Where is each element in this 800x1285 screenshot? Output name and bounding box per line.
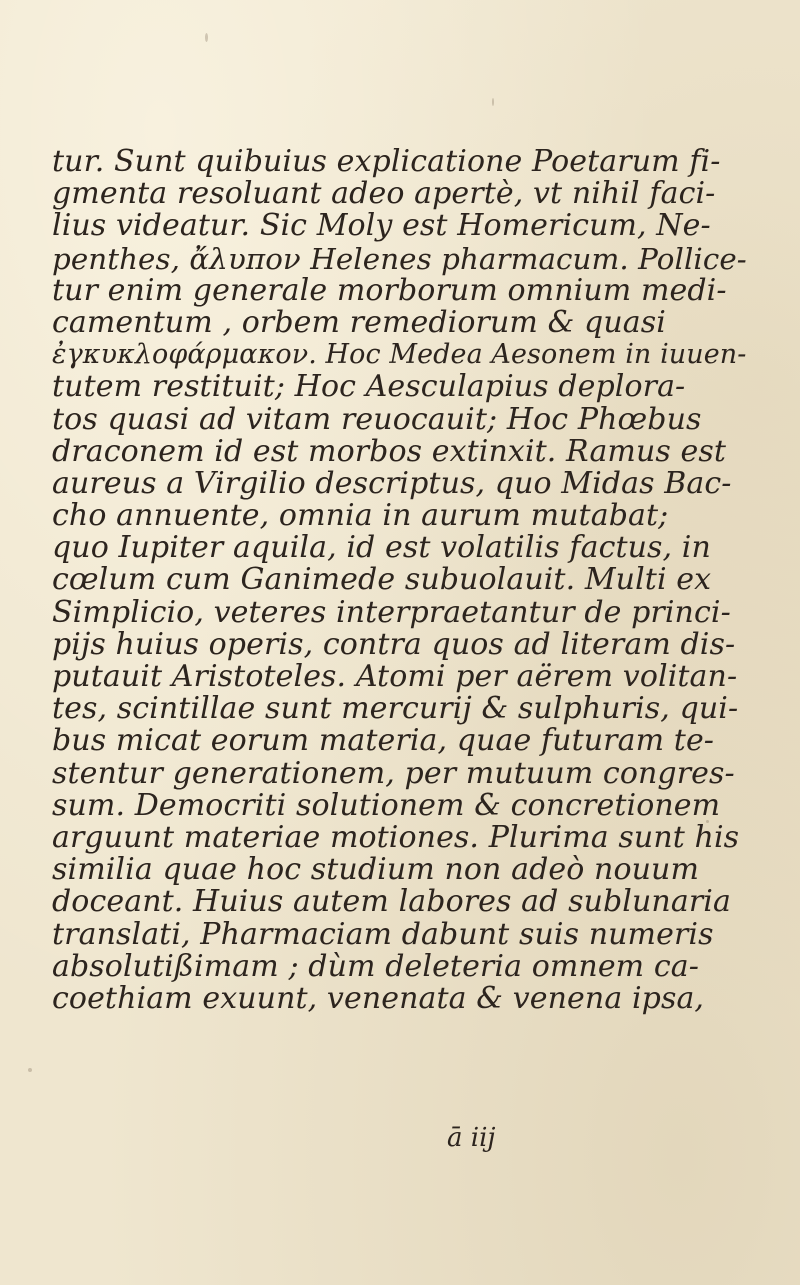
paper-speck bbox=[492, 98, 494, 106]
text-line: tutem restituit; Hoc Aesculapius deplora- bbox=[52, 369, 686, 405]
text-line: putauit Aristoteles. Atomi per aërem volitan- bbox=[52, 659, 738, 694]
text-line: lius videatur. Sic Moly est Homericum, Ne- bbox=[52, 208, 711, 244]
text-line: similia quae hoc studium non adeò nouum bbox=[52, 852, 699, 888]
text-line: bus micat eorum materia, quae futuram te- bbox=[52, 723, 715, 759]
text-line: absolutißimam ; dùm deleteria omnem ca- bbox=[52, 948, 699, 984]
text-line: cœlum cum Ganimede subuolauit. Multi ex bbox=[52, 562, 712, 598]
text-line: Simplicio, veteres interpraetantur de princi- bbox=[52, 594, 731, 630]
text-line: camentum , orbem remediorum & quasi bbox=[52, 304, 666, 340]
text-line: arguunt materiae motiones. Plurima sunt his bbox=[52, 819, 740, 855]
text-line: pijs huius operis, contra quos ad literam dis- bbox=[52, 626, 736, 662]
text-line: aureus a Virgilio descriptus, quo Midas Bac- bbox=[52, 465, 732, 501]
paper-speck bbox=[205, 33, 208, 42]
text-line: tur. Sunt quibuius explicatione Poetarum fi- bbox=[52, 144, 721, 179]
text-line: quo Iupiter aquila, id est volatilis factus, in bbox=[52, 530, 711, 566]
text-line: tur enim generale morborum omnium medi- bbox=[52, 272, 727, 308]
text-line: draconem id est morbos extinxit. Ramus est bbox=[52, 433, 727, 469]
text-line: cho annuente, omnia in aurum mutabat; bbox=[52, 498, 669, 534]
body-text bbox=[52, 144, 747, 1016]
text-line: stentur generationem, per mutuum congres- bbox=[52, 755, 735, 791]
text-line: tos quasi ad vitam reuocauit; Hoc Phœbus bbox=[52, 401, 702, 437]
text-line: coethiam exuunt, venenata & venena ipsa, bbox=[52, 980, 705, 1016]
text-line: sum. Democriti solutionem & concretionem bbox=[52, 787, 721, 823]
text-line: penthes, ἄλυπον Helenes pharmacum. Pollice- bbox=[52, 241, 747, 276]
text-line: gmenta resoluant adeo apertè, vt nihil faci- bbox=[52, 176, 716, 212]
text-line: doceant. Huius autem labores ad sublunaria bbox=[52, 884, 731, 920]
text-line: ἐγκυκλοφάρμακον. Hoc Medea Aesonem in iuuen- bbox=[52, 339, 747, 371]
text-line: translati, Pharmaciam dabunt suis numeris bbox=[52, 916, 714, 952]
text-line: tes, scintillae sunt mercurij & sulphuris, qui- bbox=[52, 691, 739, 727]
signature-mark: ā iij bbox=[447, 1123, 496, 1153]
paper-speck bbox=[28, 1068, 32, 1072]
